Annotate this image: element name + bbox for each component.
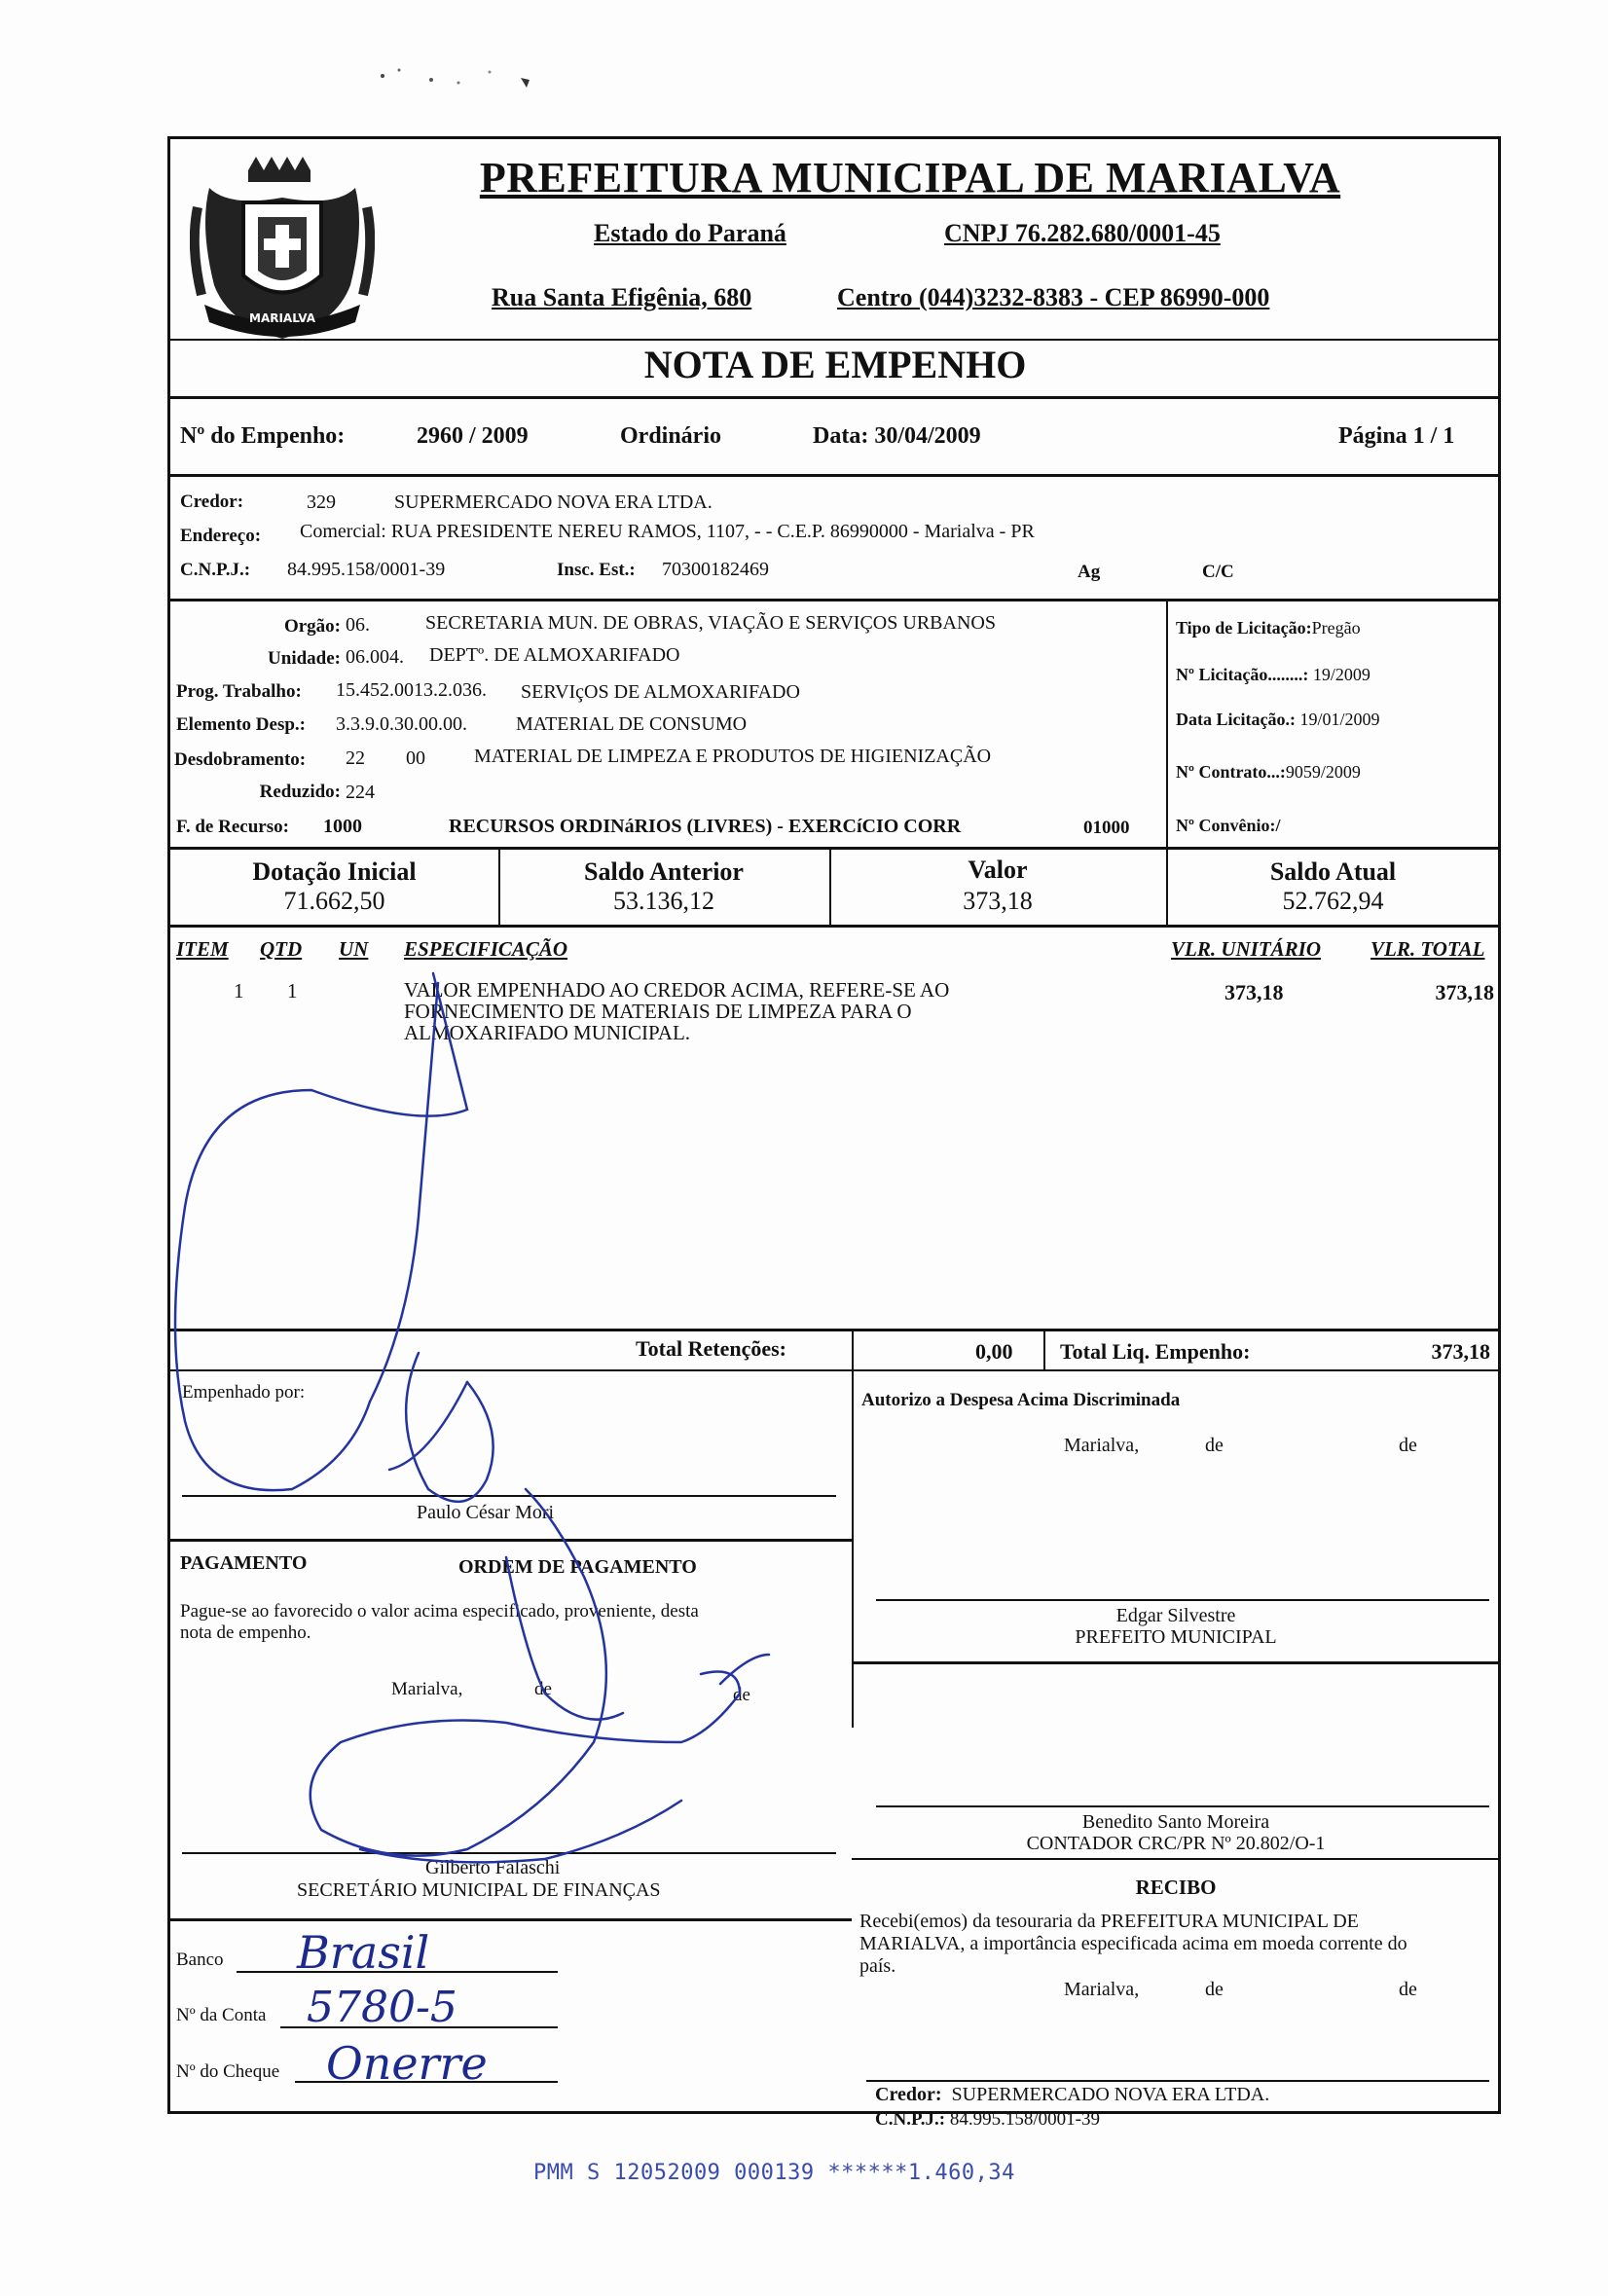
item-unit-value: 373,18 (1224, 980, 1284, 1004)
prefeito-title: PREFEITO MUNICIPAL (1075, 1626, 1277, 1648)
total-retencoes-label: Total Retenções: (636, 1336, 786, 1361)
item-spec-line-3: ALMOXARIFADO MUNICIPAL. (404, 1021, 691, 1044)
state-name: Estado do Paraná (594, 219, 786, 247)
cheque-label: Nº do Cheque (176, 2061, 280, 2082)
fonte-recurso-label: F. de Recurso: (176, 817, 289, 837)
elemento-desp-label: Elemento Desp.: (176, 714, 306, 735)
conta-corrente-label: C/C (1202, 562, 1234, 582)
total-liquido-label: Total Liq. Empenho: (1060, 1339, 1251, 1364)
col-valor-total-header: VLR. TOTAL (1370, 937, 1485, 961)
empenho-number-label: Nº do Empenho: (180, 423, 346, 449)
contador-name: Benedito Santo Moreira (1081, 1811, 1270, 1833)
document-title: NOTA DE EMPENHO (643, 343, 1027, 386)
autorizo-place: Marialva, (1064, 1435, 1140, 1456)
col-un-header: UN (339, 937, 369, 961)
cnpj-header: CNPJ 76.282.680/0001-45 (944, 219, 1221, 247)
item-spec-line-1: VALOR EMPENHADO AO CREDOR ACIMA, REFERE-SE AO (404, 978, 950, 1002)
reduzido-value: 224 (346, 782, 375, 803)
item-qtd: 1 (287, 979, 298, 1002)
recibo-credor: Credor: SUPERMERCADO NOVA ERA LTDA. (875, 2084, 1270, 2105)
conta-handwritten: 5780-5 (307, 1983, 457, 2032)
item-number: 1 (234, 979, 244, 1002)
page-indicator: Página 1 / 1 (1338, 423, 1455, 449)
recibo-line-3: país. (859, 1955, 896, 1977)
col-item-header: ITEM (176, 937, 229, 961)
credor-name: SUPERMERCADO NOVA ERA LTDA. (394, 492, 713, 513)
insc-label: Insc. Est.: (557, 560, 636, 580)
insc-estadual: 70300182469 (662, 559, 769, 580)
cheque-handwritten: Onerre (326, 2037, 488, 2090)
unidade-name: DEPTº. DE ALMOXARIFADO (429, 644, 680, 666)
reduzido-label: Reduzido: (259, 782, 341, 802)
prefeito-name: Edgar Silvestre (1115, 1605, 1236, 1626)
payment-de-1: de (534, 1679, 552, 1699)
tipo-licitacao: Tipo de Licitação:Pregão (1176, 618, 1361, 638)
col-qtd-header: QTD (260, 937, 303, 961)
cnpj-label: C.N.P.J.: (180, 560, 251, 580)
numero-licitacao: Nº Licitação........: 19/2009 (1176, 665, 1370, 684)
prefeitura-title: PREFEITURA MUNICIPAL DE MARIALVA (479, 154, 1341, 201)
prog-trabalho-code: 15.452.0013.2.036. (336, 679, 487, 701)
contador-title: CONTADOR CRC/PR Nº 20.802/O-1 (1026, 1833, 1326, 1854)
total-liquido-value: 373,18 (1431, 1339, 1490, 1364)
pague-se-line-1: Pague-se ao favorecido o valor acima especificado, proveniente, desta (180, 1601, 699, 1622)
processing-stamp: PMM S 12052009 000139 ******1.460,34 (533, 2161, 1015, 2185)
valor-value: 373,18 (963, 887, 1033, 915)
autorizo-de-2: de (1399, 1435, 1417, 1456)
col-valor-unitario-header: VLR. UNITÁRIO (1171, 937, 1322, 961)
desdobramento-label: Desdobramento: (174, 749, 307, 770)
credor-cnpj: 84.995.158/0001-39 (287, 559, 446, 580)
recibo-line-1: Recebi(emos) da tesouraria da PREFEITURA MUNICIPAL DE (859, 1911, 1359, 1932)
payment-de-2: de (733, 1685, 750, 1705)
total-retencoes-value: 0,00 (975, 1339, 1013, 1364)
recibo-de-2: de (1399, 1979, 1417, 2000)
credor-address: Comercial: RUA PRESIDENTE NEREU RAMOS, 1107, - - C.E.P. 86990000 - Marialva - PR (300, 521, 1035, 542)
saldo-atual-value: 52.762,94 (1282, 887, 1384, 915)
autorizo-de-1: de (1205, 1435, 1224, 1456)
unidade-label: Unidade: (268, 648, 341, 669)
empenho-type: Ordinário (620, 423, 722, 449)
item-spec-line-2: FORNECIMENTO DE MATERIAIS DE LIMPEZA PARA O (404, 1000, 912, 1023)
banco-label: Banco (176, 1950, 224, 1970)
recibo-heading: RECIBO (1135, 1876, 1217, 1899)
unidade-code: 06.004. (346, 646, 404, 668)
valor-label: Valor (968, 856, 1028, 884)
address-header: Rua Santa Efigênia, 680 (492, 283, 752, 311)
dotacao-inicial-value: 71.662,50 (283, 887, 385, 915)
empenho-date: Data: 30/04/2009 (813, 423, 981, 449)
endereco-label: Endereço: (180, 526, 262, 546)
elemento-desp-name: MATERIAL DE CONSUMO (516, 713, 748, 735)
conta-label: Nº da Conta (176, 2005, 267, 2025)
col-especificacao-header: ESPECIFICAÇÃO (404, 937, 568, 961)
fonte-recurso-name: RECURSOS ORDINáRIOS (LIVRES) - EXERCíCIO CORR (449, 816, 962, 837)
numero-convenio: Nº Convênio:/ (1176, 816, 1281, 835)
desdobramento-code-1: 22 (346, 747, 365, 769)
signer-empenho-name: Paulo César Mori (417, 1502, 555, 1523)
payment-place: Marialva, (391, 1679, 463, 1699)
ordem-pagamento-heading: ORDEM DE PAGAMENTO (458, 1556, 697, 1578)
saldo-anterior-label: Saldo Anterior (584, 857, 744, 886)
recibo-line-2: MARIALVA, a importância especificada acima em moeda corrente do (859, 1933, 1407, 1954)
credor-label: Credor: (180, 492, 244, 512)
pague-se-line-2: nota de empenho. (180, 1622, 311, 1643)
orgao-label: Orgão: (283, 616, 341, 637)
autorizo-despesa: Autorizo a Despesa Acima Discriminada (861, 1390, 1181, 1410)
data-licitacao: Data Licitação.: 19/01/2009 (1176, 710, 1380, 729)
empenhado-por-label: Empenhado por: (182, 1382, 306, 1403)
item-total-value: 373,18 (1435, 980, 1494, 1004)
svg-text:MARIALVA: MARIALVA (249, 311, 315, 325)
banco-handwritten: Brasil (297, 1926, 430, 1979)
recibo-cnpj: C.N.P.J.: 84.995.158/0001-39 (875, 2109, 1100, 2130)
desdobramento-code-2: 00 (406, 747, 425, 769)
fonte-recurso-code: 1000 (323, 816, 362, 837)
fonte-recurso-number: 01000 (1083, 818, 1130, 838)
dotacao-inicial-label: Dotação Inicial (252, 857, 417, 886)
saldo-atual-label: Saldo Atual (1269, 857, 1397, 886)
agencia-label: Ag (1078, 562, 1101, 582)
pagamento-heading: PAGAMENTO (180, 1552, 308, 1574)
numero-contrato: Nº Contrato...:9059/2009 (1176, 762, 1361, 782)
signer-financas-name: Gilberto Falaschi (425, 1857, 561, 1878)
orgao-code: 06. (346, 614, 370, 636)
empenho-number: 2960 / 2009 (417, 423, 529, 449)
prog-trabalho-label: Prog. Trabalho: (176, 681, 302, 702)
signer-financas-title: SECRETÁRIO MUNICIPAL DE FINANÇAS (297, 1879, 661, 1901)
orgao-name: SECRETARIA MUN. DE OBRAS, VIAÇÃO E SERVIÇOS URBANOS (425, 612, 996, 634)
prog-trabalho-name: SERVIçOS DE ALMOXARIFADO (521, 681, 800, 703)
contact-header: Centro (044)3232-8383 - CEP 86990-000 (837, 283, 1270, 311)
recibo-de-1: de (1205, 1979, 1224, 2000)
saldo-anterior-value: 53.136,12 (613, 887, 714, 915)
desdobramento-name: MATERIAL DE LIMPEZA E PRODUTOS DE HIGIENIZAÇÃO (474, 746, 992, 767)
credor-code: 329 (307, 492, 336, 513)
elemento-desp-code: 3.3.9.0.30.00.00. (336, 713, 467, 735)
recibo-place: Marialva, (1064, 1979, 1140, 2000)
